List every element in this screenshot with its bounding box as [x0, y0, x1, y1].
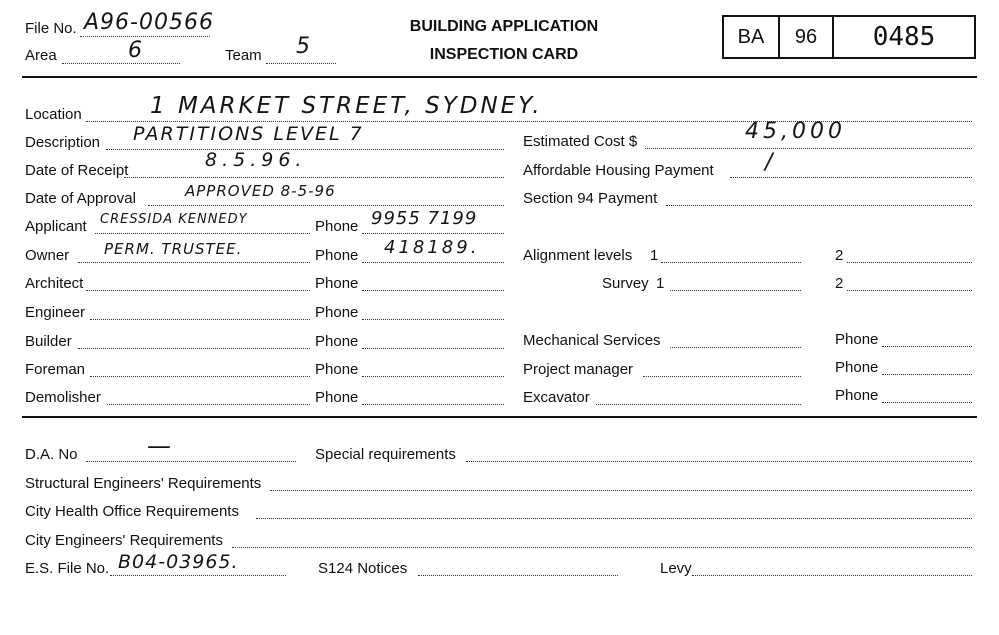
header-divider [22, 76, 977, 78]
project-label: Project manager [523, 361, 634, 378]
cost-line [645, 148, 972, 149]
levy-label: Levy [660, 560, 692, 577]
demolisher-phone-label: Phone [315, 389, 359, 406]
structural-label: Structural Engineers' Requirements [25, 475, 262, 492]
alignment-1-label: 1 [650, 247, 659, 264]
alignment-1-line [661, 262, 801, 263]
mechanical-label: Mechanical Services [523, 332, 661, 349]
excavator-phone-label: Phone [835, 387, 879, 404]
alignment-2-label: 2 [835, 247, 844, 264]
engineer-label: Engineer [25, 304, 86, 321]
applicant-phone-line [362, 233, 504, 234]
form-title-line2: INSPECTION CARD [429, 46, 579, 63]
applicant-line [95, 233, 310, 234]
engineer-phone-line [362, 319, 504, 320]
description-value: PARTITIONS LEVEL 7 [133, 123, 364, 145]
da-value: — [147, 432, 172, 460]
survey-2-label: 2 [835, 275, 844, 292]
foreman-label: Foreman [25, 361, 86, 378]
demolisher-line [107, 404, 310, 405]
survey-1-line [670, 290, 801, 291]
reference-prefix: BA [737, 26, 765, 48]
team-line [266, 63, 336, 64]
da-label: D.A. No [25, 446, 78, 463]
architect-line [86, 290, 310, 291]
affordable-label: Affordable Housing Payment [523, 162, 714, 179]
es-file-label: E.S. File No. [25, 560, 110, 577]
file-no-label: File No. [25, 20, 77, 37]
receipt-label: Date of Receipt [25, 162, 129, 179]
applicant-phone-label: Phone [315, 218, 359, 235]
special-label: Special requirements [315, 446, 456, 463]
location-value: 1 MARKET STREET, SYDNEY. [150, 93, 543, 119]
builder-phone-label: Phone [315, 333, 359, 350]
es-file-value: B04-03965. [118, 551, 239, 573]
excavator-phone-line [882, 402, 972, 403]
architect-label: Architect [25, 275, 84, 292]
health-label: City Health Office Requirements [25, 503, 239, 520]
city-engineers-line [232, 547, 972, 548]
builder-phone-line [362, 348, 504, 349]
team-label: Team [225, 47, 262, 64]
owner-line [78, 262, 310, 263]
file-no-line [80, 36, 210, 37]
demolisher-label: Demolisher [25, 389, 101, 406]
applicant-value: CRESSIDA KENNEDY [100, 212, 248, 227]
reference-year: 96 [794, 26, 818, 48]
file-no-value: A96-00566 [84, 10, 214, 35]
survey-label: Survey [602, 275, 649, 292]
survey-1-label: 1 [656, 275, 665, 292]
form-title-line1: BUILDING APPLICATION [409, 18, 599, 35]
reference-number: 0485 [872, 22, 936, 52]
architect-phone-line [362, 290, 504, 291]
project-line [643, 376, 801, 377]
section94-line [666, 205, 972, 206]
builder-label: Builder [25, 333, 72, 350]
description-label: Description [25, 134, 101, 151]
alignment-label: Alignment levels [523, 247, 633, 264]
health-line [256, 518, 972, 519]
foreman-phone-line [362, 376, 504, 377]
da-line [86, 461, 296, 462]
section94-label: Section 94 Payment [523, 190, 658, 207]
owner-label: Owner [25, 247, 70, 264]
details-divider [22, 416, 977, 418]
s124-label: S124 Notices [318, 560, 408, 577]
team-value: 5 [296, 34, 311, 59]
s124-line [418, 575, 618, 576]
builder-line [78, 348, 310, 349]
cost-value: 45,000 [745, 119, 846, 144]
project-phone-label: Phone [835, 359, 879, 376]
es-file-line [110, 575, 286, 576]
applicant-phone-value: 9955 7199 [371, 208, 478, 229]
demolisher-phone-line [362, 404, 504, 405]
cost-label: Estimated Cost $ [523, 133, 638, 150]
mechanical-phone-line [882, 346, 972, 347]
foreman-line [90, 376, 310, 377]
architect-phone-label: Phone [315, 275, 359, 292]
affordable-value: / [765, 150, 774, 175]
receipt-value: 8.5.96. [205, 149, 307, 171]
project-phone-line [882, 374, 972, 375]
owner-phone-label: Phone [315, 247, 359, 264]
owner-phone-value: 418189. [384, 237, 480, 258]
levy-line [692, 575, 972, 576]
special-line [466, 461, 972, 462]
receipt-line [124, 177, 504, 178]
mechanical-line [670, 347, 801, 348]
mechanical-phone-label: Phone [835, 331, 879, 348]
excavator-label: Excavator [523, 389, 590, 406]
alignment-2-line [847, 262, 972, 263]
engineer-line [90, 319, 310, 320]
area-label: Area [25, 47, 57, 64]
reference-box [722, 15, 976, 59]
location-label: Location [25, 106, 82, 123]
engineer-phone-label: Phone [315, 304, 359, 321]
owner-phone-line [362, 262, 504, 263]
foreman-phone-label: Phone [315, 361, 359, 378]
approval-value: APPROVED 8-5-96 [185, 182, 336, 200]
city-engineers-label: City Engineers' Requirements [25, 532, 223, 549]
area-value: 6 [128, 38, 143, 63]
affordable-line [730, 177, 972, 178]
applicant-label: Applicant [25, 218, 87, 235]
owner-value: PERM. TRUSTEE. [104, 240, 243, 258]
area-line [62, 63, 180, 64]
approval-line [148, 205, 504, 206]
approval-label: Date of Approval [25, 190, 136, 207]
structural-line [270, 490, 972, 491]
survey-2-line [847, 290, 972, 291]
excavator-line [596, 404, 801, 405]
